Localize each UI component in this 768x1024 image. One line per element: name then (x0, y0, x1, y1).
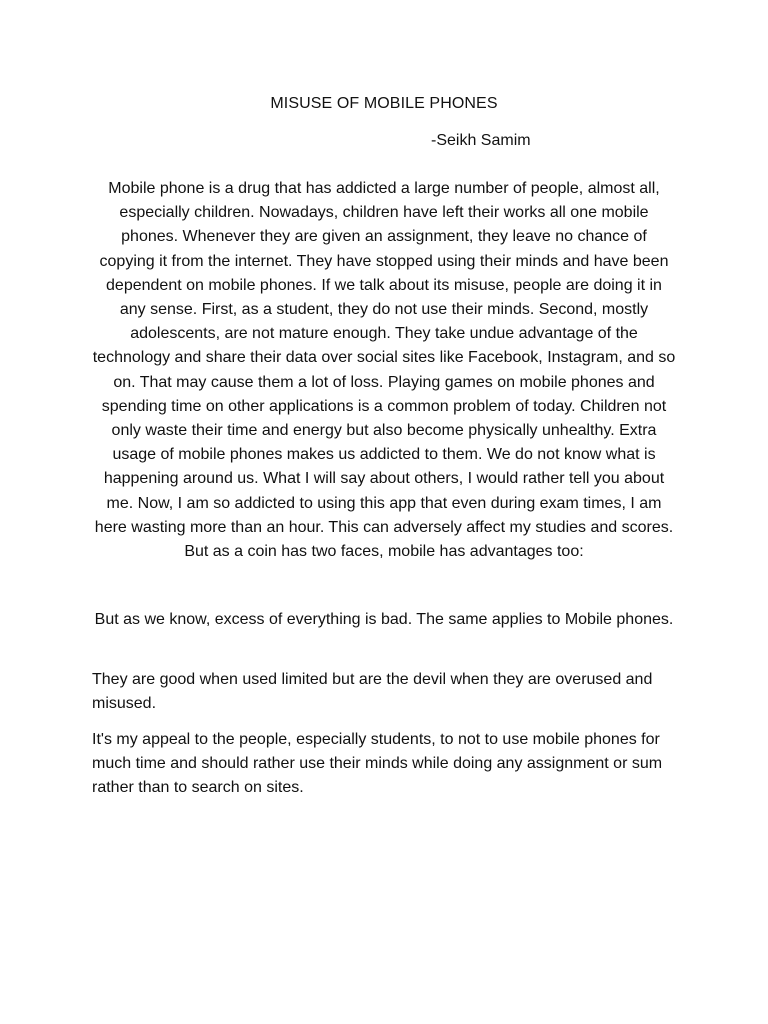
document-title: MISUSE OF MOBILE PHONES (270, 95, 498, 112)
body-paragraph-2: But as we know, excess of everything is bad. The same applies to Mobile phones. (94, 611, 674, 628)
author-byline: -Seikh Samim (431, 132, 531, 149)
body-paragraph-3: They are good when used limited but are the devil when they are overused and misused. (92, 671, 653, 713)
body-paragraph-1: Mobile phone is a drug that has addicted a large number of people, almost all, especially children. Nowadays, children have left their works all one mobile phones. Whenever they are given an assignment, they leave no chance of copying it from the internet. They have stopped using their minds and have been dependent on mobile phones. If we talk about its misuse, people are doing it in any sense. First, as a student, they do not use their minds. Second, mostly adolescents, are not mature enough. They take undue advantage of the technology and share their data over social sites like Facebook, Instagram, and so on. That may cause them a lot of loss. Playing games on mobile phones and spending time on other applications is a common problem of today. Children not only waste their time and energy but also become physically unhealthy. Extra usage of mobile phones makes us addicted to them. We do not know what is happening around us. What I will say about others, I would rather tell you about me. Now, I am so addicted to using this app that even during exam times, I am here wasting more than an hour. This can adversely affect my studies and scores. But as a coin has two faces, mobile has advantages too: (92, 180, 676, 561)
body-paragraph-4: It's my appeal to the people, especially students, to not to use mobile phones for much time and should rather use their minds while doing any assignment or sum rather than to search on sites. (92, 731, 663, 797)
